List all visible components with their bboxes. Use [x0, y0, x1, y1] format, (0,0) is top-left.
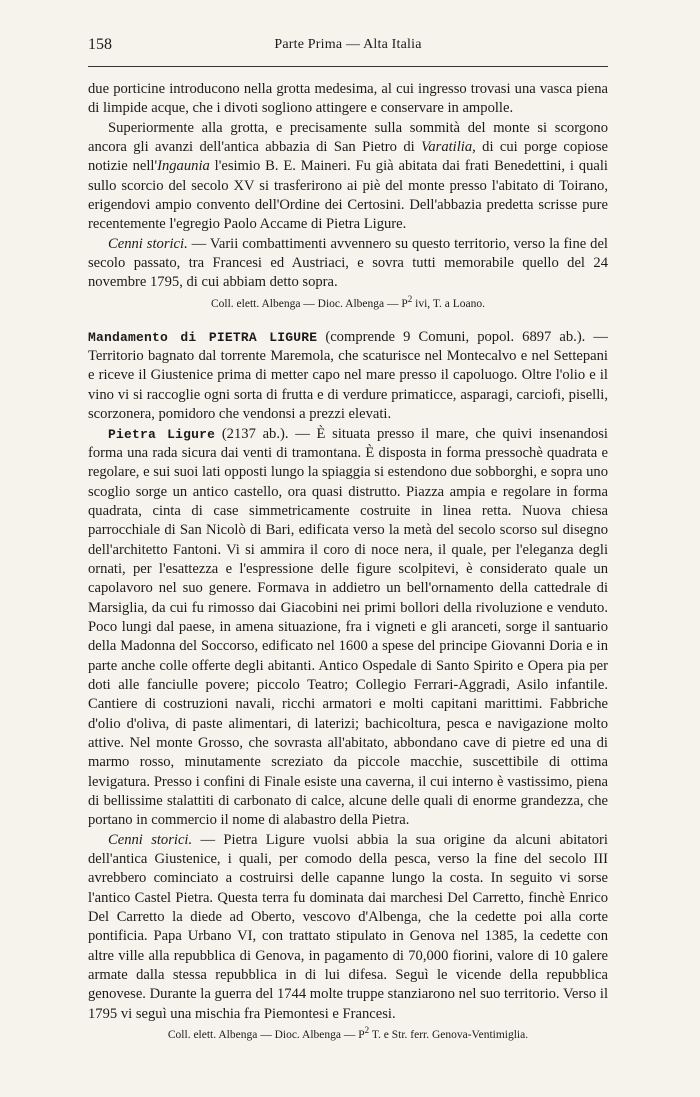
cenni-storici-label: Cenni storici.	[108, 235, 188, 252]
page-number: 158	[88, 36, 112, 53]
running-header	[88, 36, 608, 56]
cenni-storici-label: Cenni storici.	[108, 831, 193, 848]
paragraph-grotta: due porticine introducono nella grotta medesima, al cui ingresso trovasi una vasca piena di limpide acque, che i divoti sogliono attingere e conservare in ampolle.	[88, 81, 608, 117]
paragraph-mandamento: Mandamento di PIETRA LIGURE (comprende 9 Comuni, popol. 6897 ab.). — Territorio bagnato dal torrente Maremola, che scaturisce nel Montecalvo e nel Settepani e riceve il Giustenice prima di metter capo nel mare presso il capoluogo. Oltre l'olio e il vino vi si raccoglie ogni sorta di frutta e di verdure primaticce, asparagi, carciofi, piselli, scorzonera, pomidoro che vendonsi a prezzi elevati.	[88, 328, 608, 423]
section-gap	[88, 314, 608, 328]
collegio-note-toirano: Coll. elett. Albenga — Dioc. Albenga — $P^2$ ivi, T. a Loano.	[211, 293, 485, 310]
italic-ingaunia: Ingaunia	[157, 158, 210, 175]
mandamento-heading: Mandamento di PIETRA LIGURE	[88, 329, 318, 345]
page-body	[88, 80, 608, 1045]
running-title: Parte Prima — Alta Italia	[274, 37, 422, 52]
paragraph-cenni-storici-toirano: Cenni storici. — Varii combattimenti avvennero su questo territorio, verso la fine del secolo passato, tra Francesi ed Austriaci, e sovra tutti memorabile quello del 24 novembre 1795, di cui abbiam detto sopra.	[88, 235, 608, 291]
header-rule	[88, 66, 608, 67]
paragraph-pietra-ligure: Pietra Ligure (2137 ab.). — È situata presso il mare, che quivi insenandosi forma una rada sicura dai venti di tramontana. È disposta in forma pressochè quadrata e regolare, e sui suoi lati opposti lungo la spiaggia si estendono due sobborghi, e sopra uno scoglio sorge un antico castello, ora quasi distrutto. Piazza ampia e regolare in forma quadrata, cinta di case simmetricamente costruite in linea retta. Nuova chiesa parrocchiale di San Nicolò di Bari, edificata verso la metà del secolo scorso sul disegno dell'architetto Fantoni. Vi si ammira il coro di noce nera, il quale, per l'eleganza degli ornati, per l'esattezza e l'espressione delle figure scolpitevi, è considerato quale un capolavoro nel suo genere. Formava in addietro un bell'ornamento della cattedrale di Marsiglia, da cui fu rimosso dai Giacobini nei primi bollori della rivoluzione e venduto. Poco lungi dal paese, in amena situazione, fra i vigneti e gli aranceti, sorge il santuario della Madonna del Soccorso, edificato nel 1600 a spese del principe Giovanni Doria e in parte anche colle offerte degli abitanti. Antico Ospedale di Santo Spirito e Opera pia per doti alle fanciulle povere; piccolo Teatro; Collegio Ferrari-Aggradi, Asilo infantile. Cantiere di costruzioni navali, ricchi armatori e molti capitani marittimi. Fabbriche d'olio d'oliva, di paste alimentari, di laterizi; bachicoltura, pesca e navigazione molto attive. Nel monte Grosso, che sovrasta all'abitato, abbondano cave di pietre ed una di marmo rosso, minutamente screziato da piccole macchie, suscettibile di ottima levigatura. Presso i confini di Finale esiste una caverna, il cui interno è vastissimo, piena di bellissime stalattiti di carbonato di calce, alcune delle quali di enorme grandezza, che portano in commercio il nome di alabastro della Pietra.	[88, 425, 608, 829]
pietra-ligure-heading: Pietra Ligure	[108, 426, 216, 442]
collegio-note-pietra: Coll. elett. Albenga — Dioc. Albenga — $P^2$ T. e Str. ferr. Genova-Ventimiglia.	[167, 1025, 529, 1042]
italic-varatilia: Varatilia,	[421, 139, 476, 156]
paragraph-abbazia: Superiormente alla grotta, e precisamente sulla sommità del monte si scorgono ancora gli avanzi dell'antica abbazia di San Pietro di Varatilia, di cui porge copiose notizie nell'Ingaunia l'esimio B. E. Maineri. Fu già abitata dai frati Benedettini, i quali sullo scorcio del secolo XV si trasferirono ai piè del monte presso l'abitato di Toirano, erigendovi ampio convento dell'Ordine dei Certosini. Dell'abbazia predetta scrisse pure recentemente l'egregio Paolo Accame di Pietra Ligure.	[88, 119, 608, 233]
paragraph-cenni-storici-pietra: Cenni storici. — Pietra Ligure vuolsi abbia la sua origine da alcuni abitatori dell'antica Giustenice, i quali, per comodo della pesca, verso la fine del secolo III avrebbero cominciato a costruirsi delle capanne lungo la costa. In seguito vi sorse l'antico Castel Pietra. Questa terra fu dominata dai marchesi Del Carretto, finchè Enrico Del Carretto la diede ad Oberto, vescovo d'Albenga, che la cedette poi alla corte pontificia. Papa Urbano VI, con trattato stipulato in Genova nel 1385, la cedette con altre ville alla repubblica di Genova, in pagamento di 70,000 fiorini, valore di 10 galere armate dalla stessa repubblica in di lui difesa. Seguì le vicende della repubblica genovese. Durante la guerra del 1744 molte truppe stanziarono nel suo territorio. Verso il 1795 vi seguì una mischia fra Piemontesi e Francesi.	[88, 831, 608, 1022]
